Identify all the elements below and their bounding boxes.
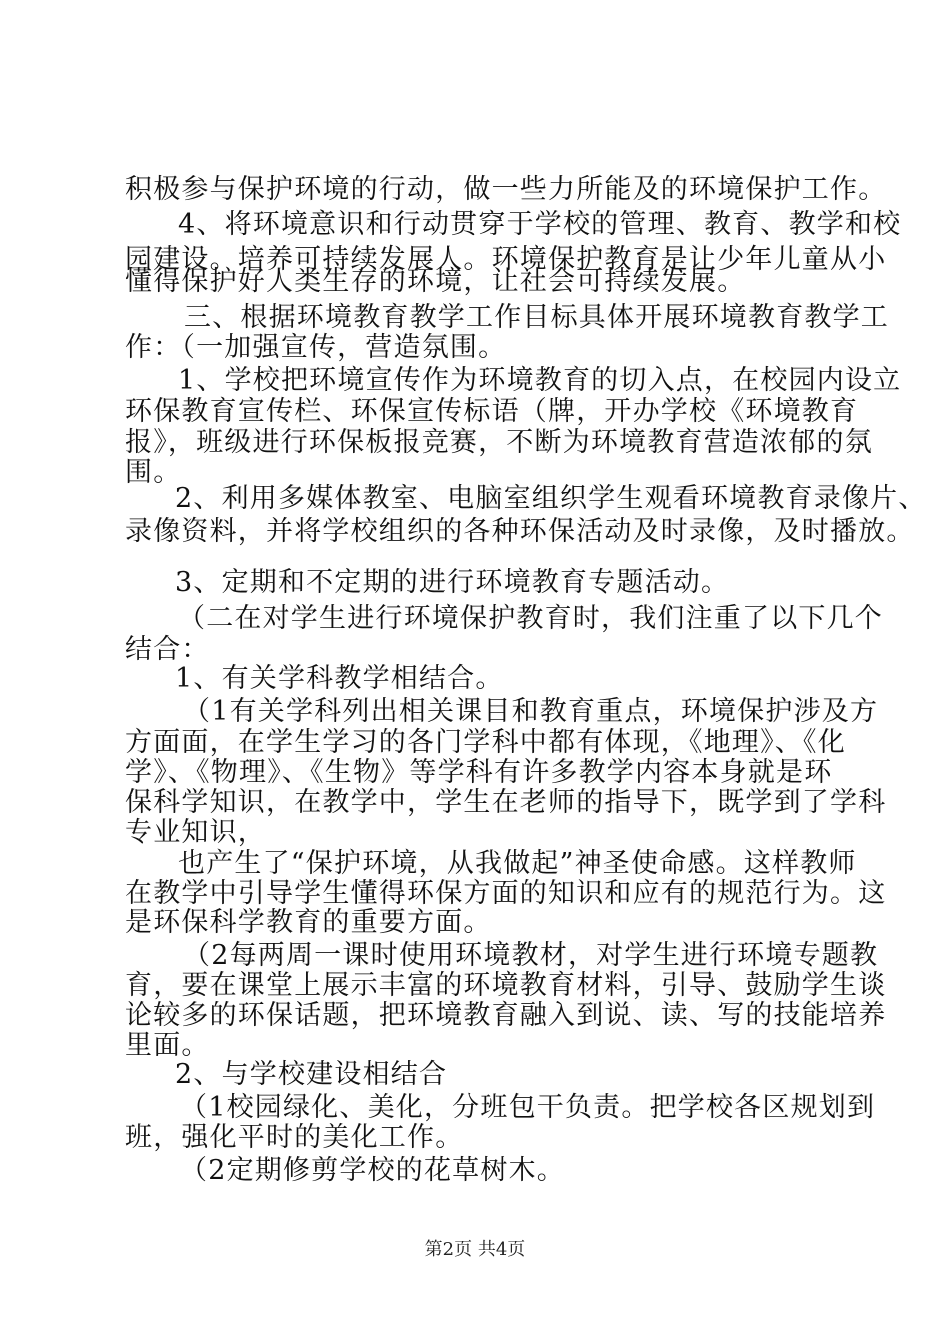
- paragraph-line: 3、定期和不定期的进行环境教育专题活动。: [175, 567, 730, 598]
- section-heading-line: 作：（一加强宣传，营造氛围。: [125, 332, 507, 363]
- paragraph-line: 积极参与保护环境的行动，做一些力所能及的环境保护工作。: [125, 174, 887, 205]
- paragraph-line: 报》，班级进行环保板报竞赛，不断为环境教育营造浓郁的氛: [125, 427, 873, 458]
- subheading-line: 2、与学校建设相结合: [175, 1059, 448, 1090]
- paragraph-line: 1、学校把环境宣传作为环境教育的切入点，在校园内设立: [178, 365, 902, 396]
- paragraph-line: （1有关学科列出相关课目和教育重点，环境保护涉及方: [183, 696, 879, 727]
- paragraph-line: 是环保科学教育的重要方面。: [125, 907, 492, 938]
- section-heading-line: 三、根据环境教育教学工作目标具体开展环境教育教学工: [184, 302, 889, 333]
- paragraph-line: 园建设。培养可持续发展人。环境保护教育是让少年儿童从小: [125, 244, 887, 275]
- paragraph-line: 环保教育宣传栏、环保宣传标语（牌，开办学校《环境教育: [125, 396, 859, 427]
- paragraph-line: 方面面，在学生学习的各门学科中都有体现，《地理》、《化: [125, 727, 846, 758]
- paragraph-line: 也产生了“保护环境，从我做起”神圣使命感。这样教师: [178, 848, 857, 879]
- paragraph-line: 里面。: [125, 1030, 210, 1061]
- paragraph-line: （2每两周一课时使用环境教材，对学生进行环境专题教: [183, 940, 879, 971]
- subheading-line: 1、有关学科教学相结合。: [175, 663, 504, 694]
- paragraph-line: 录像资料，并将学校组织的各种环保活动及时录像，及时播放。: [125, 516, 915, 547]
- paragraph-line: 2、利用多媒体教室、电脑室组织学生观看环境教育录像片、: [175, 483, 927, 514]
- paragraph-line: 4、将环境意识和行动贯穿于学校的管理、教育、教学和校: [178, 209, 902, 240]
- paragraph-line: （1校园绿化、美化，分班包干负责。把学校各区规划到: [180, 1092, 876, 1123]
- paragraph-line: 育，要在课堂上展示丰富的环境教育材料，引导、鼓励学生谈: [125, 970, 887, 1001]
- paragraph-line: 在教学中引导学生懂得环保方面的知识和应有的规范行为。这: [125, 878, 887, 909]
- paragraph-line: 围。: [125, 457, 182, 488]
- paragraph-line: 论较多的环保话题，把环境教育融入到说、读、写的技能培养: [125, 1000, 887, 1031]
- paragraph-line: 班，强化平时的美化工作。: [125, 1122, 464, 1153]
- paragraph-line: （2定期修剪学校的花草树木。: [180, 1155, 565, 1186]
- paragraph-line: 专业知识，: [125, 817, 266, 848]
- paragraph-line: 保科学知识，在教学中，学生在老师的指导下，既学到了学科: [125, 787, 887, 818]
- paragraph-line: 懂得保护好人类生存的环境，让社会可持续发展。: [125, 266, 746, 297]
- paragraph-line: 学》、《物理》、《生物》等学科有许多教学内容本身就是环: [125, 757, 833, 788]
- paragraph-line: （二在对学生进行环境保护教育时，我们注重了以下几个: [178, 603, 883, 634]
- paragraph-line: 结合：: [125, 634, 210, 665]
- page-number-footer: 第2页 共4页: [424, 1239, 526, 1260]
